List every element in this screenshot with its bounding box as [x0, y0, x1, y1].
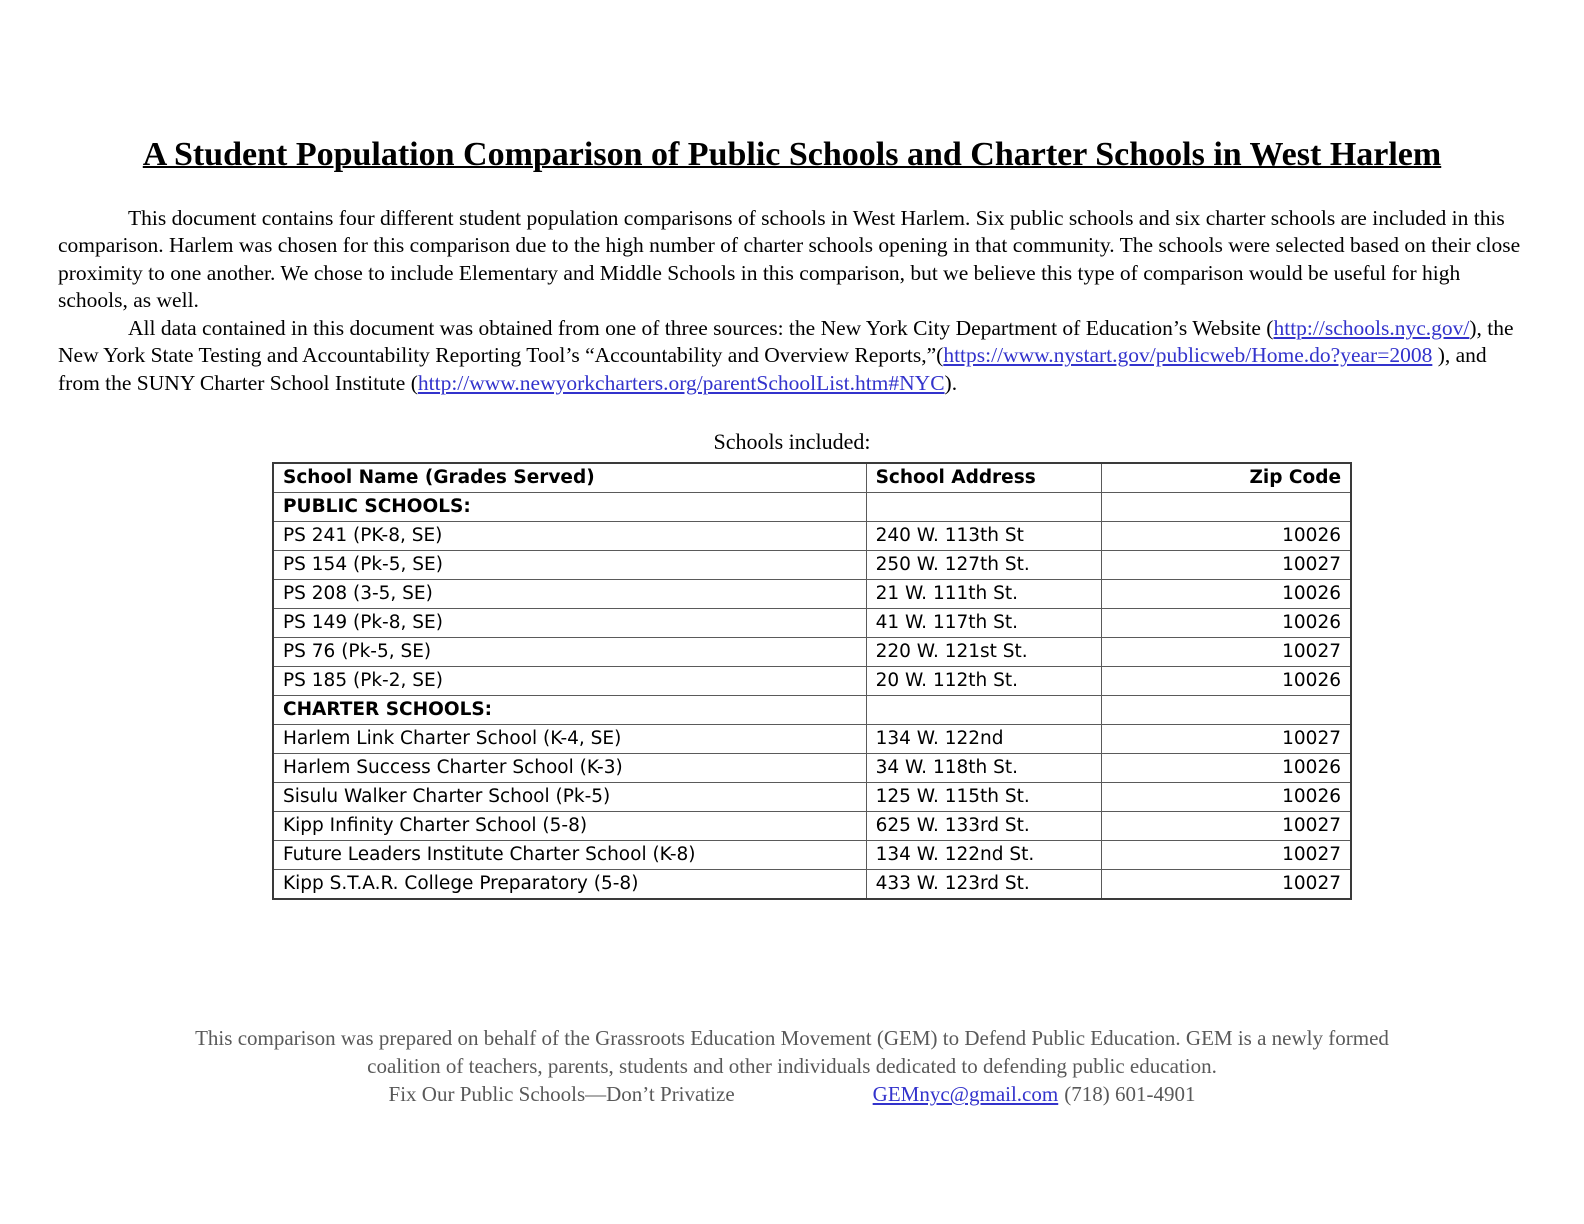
school-address-cell: 134 W. 122nd [866, 725, 1102, 754]
zip-code-cell: 10026 [1102, 667, 1351, 696]
footer-slogan: Fix Our Public Schools—Don’t Privatize [388, 1082, 735, 1107]
table-row [273, 551, 1351, 580]
school-address-cell: 41 W. 117th St. [866, 609, 1102, 638]
school-name-cell: Future Leaders Institute Charter School (K-8) [273, 841, 866, 870]
school-address-cell: 220 W. 121st St. [866, 638, 1102, 667]
section-row [273, 696, 1351, 725]
zip-code-cell: 10026 [1102, 580, 1351, 609]
school-name-cell: PUBLIC SCHOOLS: [273, 493, 866, 522]
zip-code-cell [1102, 493, 1351, 522]
zip-code-cell: 10026 [1102, 522, 1351, 551]
school-name-cell: PS 185 (Pk-2, SE) [273, 667, 866, 696]
zip-code-cell: 10027 [1102, 551, 1351, 580]
zip-code-cell: 10027 [1102, 841, 1351, 870]
paragraph-text: All data contained in this document was obtained from one of three sources: the New York City Department of Education’s Website ( [128, 315, 1274, 340]
column-header-school-address: School Address [866, 463, 1102, 493]
school-address-cell: 134 W. 122nd St. [866, 841, 1102, 870]
school-address-cell [866, 696, 1102, 725]
school-address-cell: 240 W. 113th St [866, 522, 1102, 551]
table-row [273, 841, 1351, 870]
paragraph-text: ), the New York State Testing and Accountability Reporting Tool’s “Accountability and Overview Reports,”( [58, 315, 1514, 368]
zip-code-cell [1102, 696, 1351, 725]
schools-table [272, 462, 1352, 900]
email-link[interactable]: GEMnyc@gmail.com [872, 1082, 1059, 1107]
sources-paragraph [58, 315, 1526, 398]
table-body [273, 493, 1351, 900]
table-row [273, 812, 1351, 841]
table-row [273, 522, 1351, 551]
zip-code-cell: 10026 [1102, 754, 1351, 783]
table-row [273, 609, 1351, 638]
school-name-cell: PS 154 (Pk-5, SE) [273, 551, 866, 580]
school-name-cell: PS 76 (Pk-5, SE) [273, 638, 866, 667]
zip-code-cell: 10027 [1102, 638, 1351, 667]
school-address-cell: 20 W. 112th St. [866, 667, 1102, 696]
school-name-cell: Kipp S.T.A.R. College Preparatory (5-8) [273, 870, 866, 900]
column-header-zip-code: Zip Code [1102, 463, 1351, 493]
school-name-cell: CHARTER SCHOOLS: [273, 696, 866, 725]
table-row [273, 580, 1351, 609]
school-address-cell: 21 W. 111th St. [866, 580, 1102, 609]
intro-paragraph: This document contains four different student population comparisons of schools in West Harlem. Six public schools and six charter schools are included in this comparison. Harlem was chosen for this comparison due to the high number of charter schools opening in that community. The schools were selected based on their close proximity to one another. We chose to include Elementary and Middle Schools in this comparison, but we believe this type of comparison would be useful for high schools, as well. [58, 205, 1521, 313]
footer-phone: (718) 601-4901 [1064, 1082, 1196, 1107]
zip-code-cell: 10027 [1102, 870, 1351, 900]
table-caption: Schools included: [713, 429, 871, 455]
hyperlink[interactable]: https://www.nystart.gov/publicweb/Home.do?year=2008 [943, 343, 1433, 368]
table-row [273, 870, 1351, 900]
footer [0, 1024, 1584, 1108]
zip-code-cell: 10026 [1102, 783, 1351, 812]
table-row [273, 725, 1351, 754]
hyperlink[interactable]: http://www.newyorkcharters.org/parentSchoolList.htm#NYC [417, 370, 945, 395]
school-name-cell: Harlem Success Charter School (K-3) [273, 754, 866, 783]
school-address-cell [866, 493, 1102, 522]
school-address-cell: 250 W. 127th St. [866, 551, 1102, 580]
school-address-cell: 625 W. 133rd St. [866, 812, 1102, 841]
paragraph-text: ). [944, 370, 958, 395]
document-title: A Student Population Comparison of Public Schools and Charter Schools in West Harlem [142, 136, 1442, 173]
school-address-cell: 125 W. 115th St. [866, 783, 1102, 812]
table-row [273, 783, 1351, 812]
school-name-cell: PS 208 (3-5, SE) [273, 580, 866, 609]
hyperlink[interactable]: http://schools.nyc.gov/ [1273, 315, 1470, 340]
document-body [58, 205, 1526, 398]
footer-attribution: This comparison was prepared on behalf of the Grassroots Education Movement (GEM) to Defend Public Education. GEM is a newly formed coalition of teachers, parents, students and other individuals dedicated to defending public education. [195, 1026, 1389, 1079]
zip-code-cell: 10026 [1102, 609, 1351, 638]
zip-code-cell: 10027 [1102, 812, 1351, 841]
school-name-cell: Sisulu Walker Charter School (Pk-5) [273, 783, 866, 812]
paragraph-text: ), and from the SUNY Charter School Institute ( [58, 343, 1487, 395]
school-name-cell: Kipp Infinity Charter School (5-8) [273, 812, 866, 841]
school-name-cell: Harlem Link Charter School (K-4, SE) [273, 725, 866, 754]
table-row [273, 754, 1351, 783]
table-row [273, 638, 1351, 667]
zip-code-cell: 10027 [1102, 725, 1351, 754]
school-name-cell: PS 241 (PK-8, SE) [273, 522, 866, 551]
column-header-school-name: School Name (Grades Served) [273, 463, 866, 493]
section-row [273, 493, 1351, 522]
footer-contact [873, 1080, 1196, 1108]
table-header-row [273, 463, 1351, 493]
school-address-cell: 433 W. 123rd St. [866, 870, 1102, 900]
footer-contact-line [172, 1080, 1412, 1108]
school-name-cell: PS 149 (Pk-8, SE) [273, 609, 866, 638]
table-row [273, 667, 1351, 696]
school-address-cell: 34 W. 118th St. [866, 754, 1102, 783]
